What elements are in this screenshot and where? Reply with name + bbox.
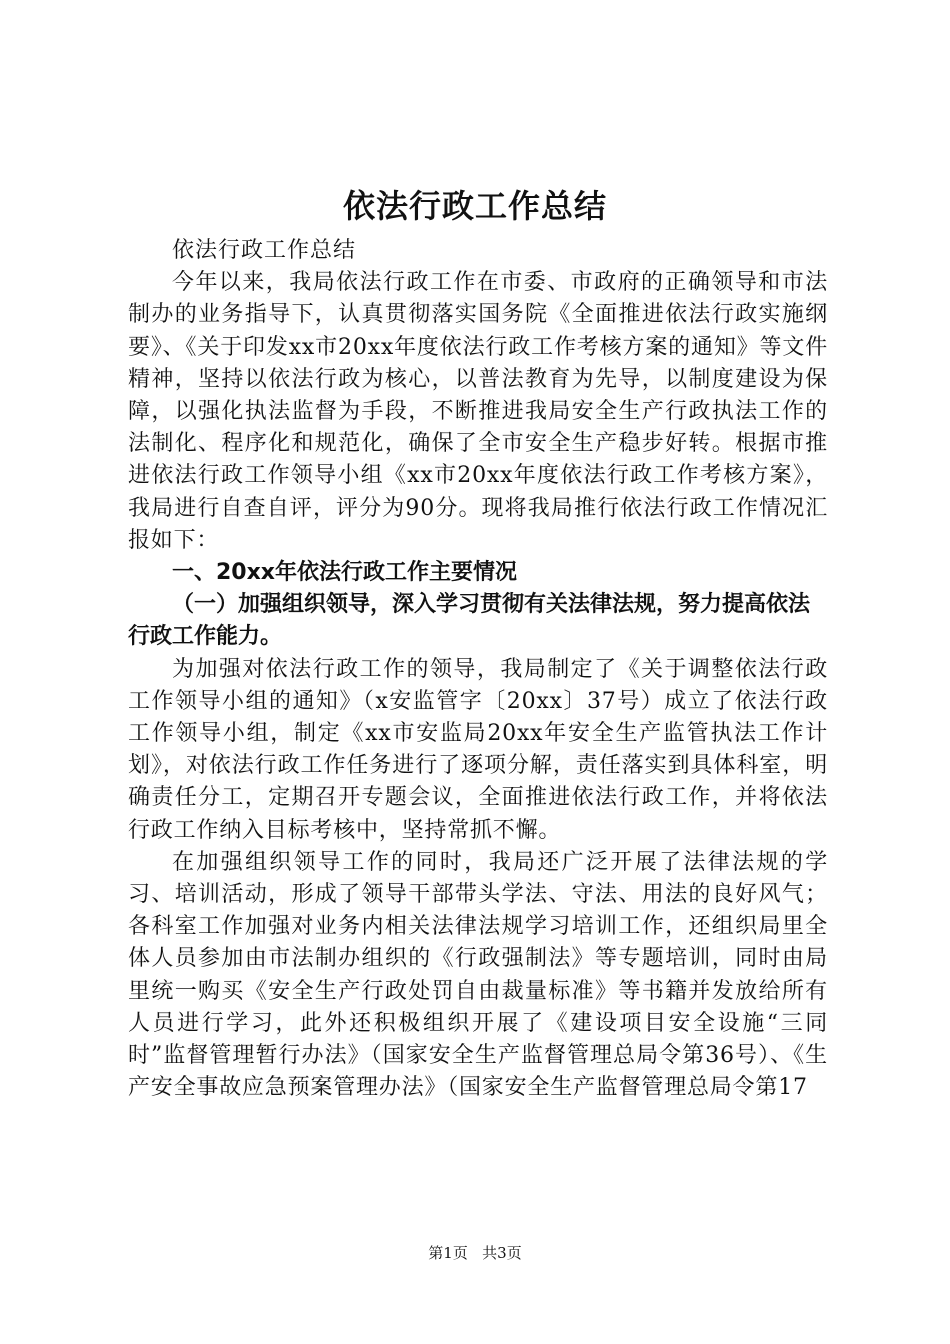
page-footer — [0, 1243, 950, 1263]
paragraph-intro: 今年以来，我局依法行政工作在市委、市政府的正确领导和市法制办的业务指导下，认真贯彻落实国务院《全面推进依法行政实施纲要》、《关于印发xx市20xx年度依法行政工作考核方案的通知》等文件精神，坚持以依法行政为核心，以普法教育为先导，以制度建设为保障，以强化执法监督为手段，不断推进我局安全生产行政执法工作的法制化、程序化和规范化，确保了全市安全生产稳步好转。根据市推进依法行政工作领导小组《xx市20xx年度依法行政工作考核方案》，我局进行自查自评，评分为90分。现将我局推行依法行政工作情况汇报如下： — [128, 270, 828, 553]
page-separator — [473, 1244, 478, 1262]
subsection-heading-1: （一）加强组织领导，深入学习贯彻有关法律法规，努力提高依法行政工作能力。 — [128, 592, 811, 650]
document-body — [128, 235, 828, 1104]
document-title: 依法行政工作总结 — [342, 187, 607, 225]
page-number: 第1页 — [428, 1244, 468, 1262]
page-total: 共3页 — [482, 1244, 522, 1262]
section-heading-1: 一、20xx年依法行政工作主要情况 — [172, 560, 517, 586]
paragraph-training: 在加强组织领导工作的同时，我局还广泛开展了法律法规的学习、培训活动，形成了领导干部带头学法、守法、用法的良好风气；各科室工作加强对业务内相关法律法规学习培训工作，还组织局里全体人员参加由市法制办组织的《行政强制法》等专题培训，同时由局里统一购买《安全生产行政处罚自由裁量标准》等书籍并发放给所有人员进行学习，此外还积极组织开展了《建设项目安全设施“三同时”监督管理暂行办法》（国家安全生产监督管理总局令第36号）、《生产安全事故应急预案管理办法》（国家安全生产监督管理总局令第17 — [128, 849, 828, 1101]
document-subtitle: 依法行政工作总结 — [172, 238, 357, 263]
paragraph-leadership: 为加强对依法行政工作的领导，我局制定了《关于调整依法行政工作领导小组的通知》（x安监管字〔20xx〕37号）成立了依法行政工作领导小组，制定《xx市安监局20xx年安全生产监管执法工作计划》，对依法行政工作任务进行了逐项分解，责任落实到具体科室，明确责任分工，定期召开专题会议，全面推进依法行政工作，并将依法行政工作纳入目标考核中，坚持常抓不懈。 — [128, 656, 828, 843]
